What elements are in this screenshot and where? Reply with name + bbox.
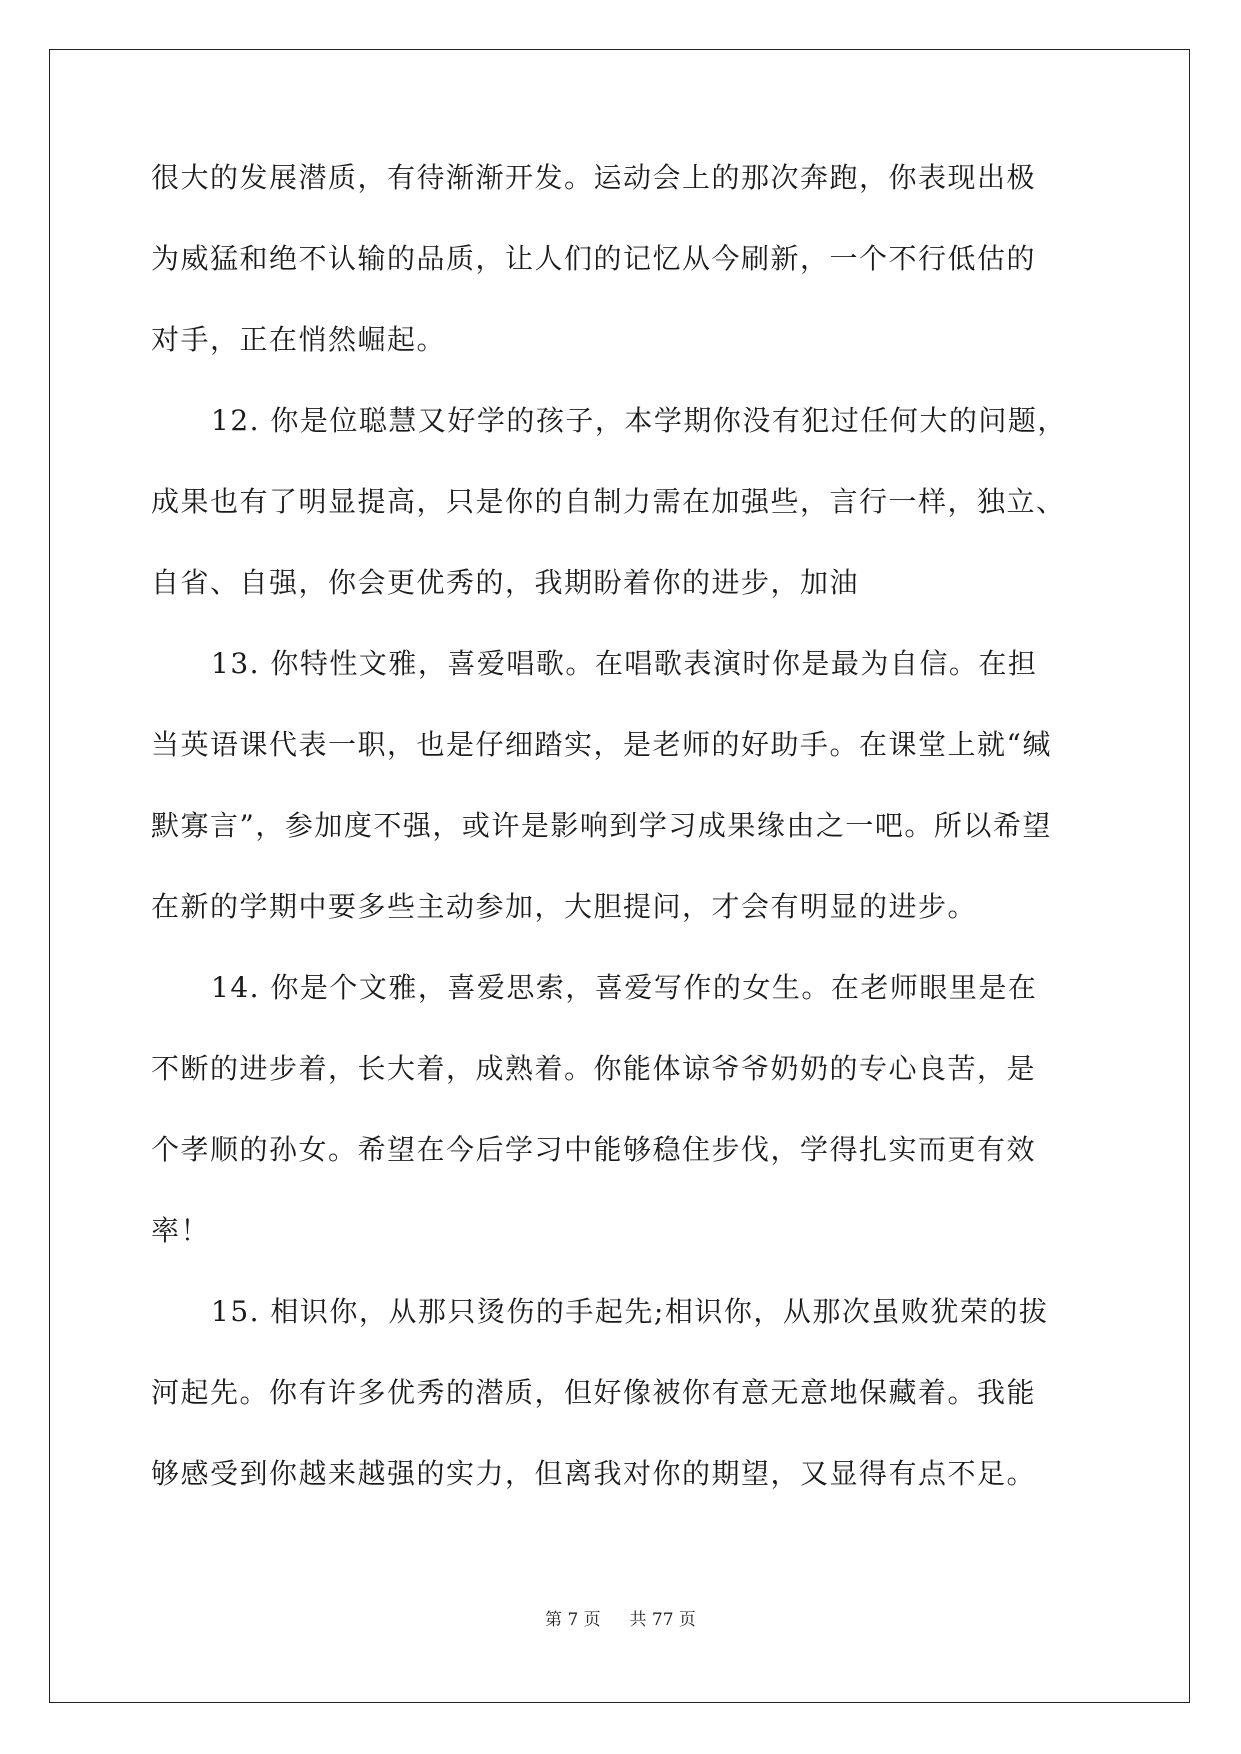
body-line: 个孝顺的孙女。希望在今后学习中能够稳住步伐，学得扎实而更有效 xyxy=(151,1133,1037,1166)
total-pages: 共 77 页 xyxy=(629,1610,696,1630)
body-line: 对手，正在悄然崛起。 xyxy=(151,323,447,356)
body-line: 够感受到你越来越强的实力，但离我对你的期望，又显得有点不足。 xyxy=(151,1457,1037,1490)
page-footer xyxy=(0,1605,1241,1630)
body-line: 在新的学期中要多些主动参加，大胆提问，才会有明显的进步。 xyxy=(151,890,978,923)
body-line: 不断的进步着，长大着，成熟着。你能体谅爷爷奶奶的专心良苦，是 xyxy=(151,1052,1037,1085)
comment-15-start: 15. 相识你，从那只烫伤的手起先;相识你，从那次虽败犹荣的拔 xyxy=(211,1295,1049,1328)
document-body xyxy=(151,158,1091,1535)
comment-13-start: 13. 你特性文雅，喜爱唱歌。在唱歌表演时你是最为自信。在担 xyxy=(211,647,1038,680)
body-line: 自省、自强，你会更优秀的，我期盼着你的进步，加油 xyxy=(151,566,860,599)
body-line: 河起先。你有许多优秀的潜质，但好像被你有意无意地保藏着。我能 xyxy=(151,1376,1037,1409)
body-line: 成果也有了明显提高，只是你的自制力需在加强些，言行一样，独立、 xyxy=(151,485,1066,518)
body-line: 很大的发展潜质，有待渐渐开发。运动会上的那次奔跑，你表现出极 xyxy=(151,161,1037,194)
comment-14-start: 14. 你是个文雅，喜爱思索，喜爱写作的女生。在老师眼里是在 xyxy=(211,971,1038,1004)
comment-12-start: 12. 你是位聪慧又好学的孩子，本学期你没有犯过任何大的问题， xyxy=(211,404,1067,437)
body-line: 默寡言”，参加度不强，或许是影响到学习成果缘由之一吧。所以希望 xyxy=(151,809,1052,842)
page-number: 第 7 页 xyxy=(545,1610,601,1630)
body-line: 当英语课代表一职，也是仔细踏实，是老师的好助手。在课堂上就“缄 xyxy=(151,728,1052,761)
body-line: 为威猛和绝不认输的品质，让人们的记忆从今刷新，一个不行低估的 xyxy=(151,242,1037,275)
body-line: 率！ xyxy=(151,1214,211,1247)
